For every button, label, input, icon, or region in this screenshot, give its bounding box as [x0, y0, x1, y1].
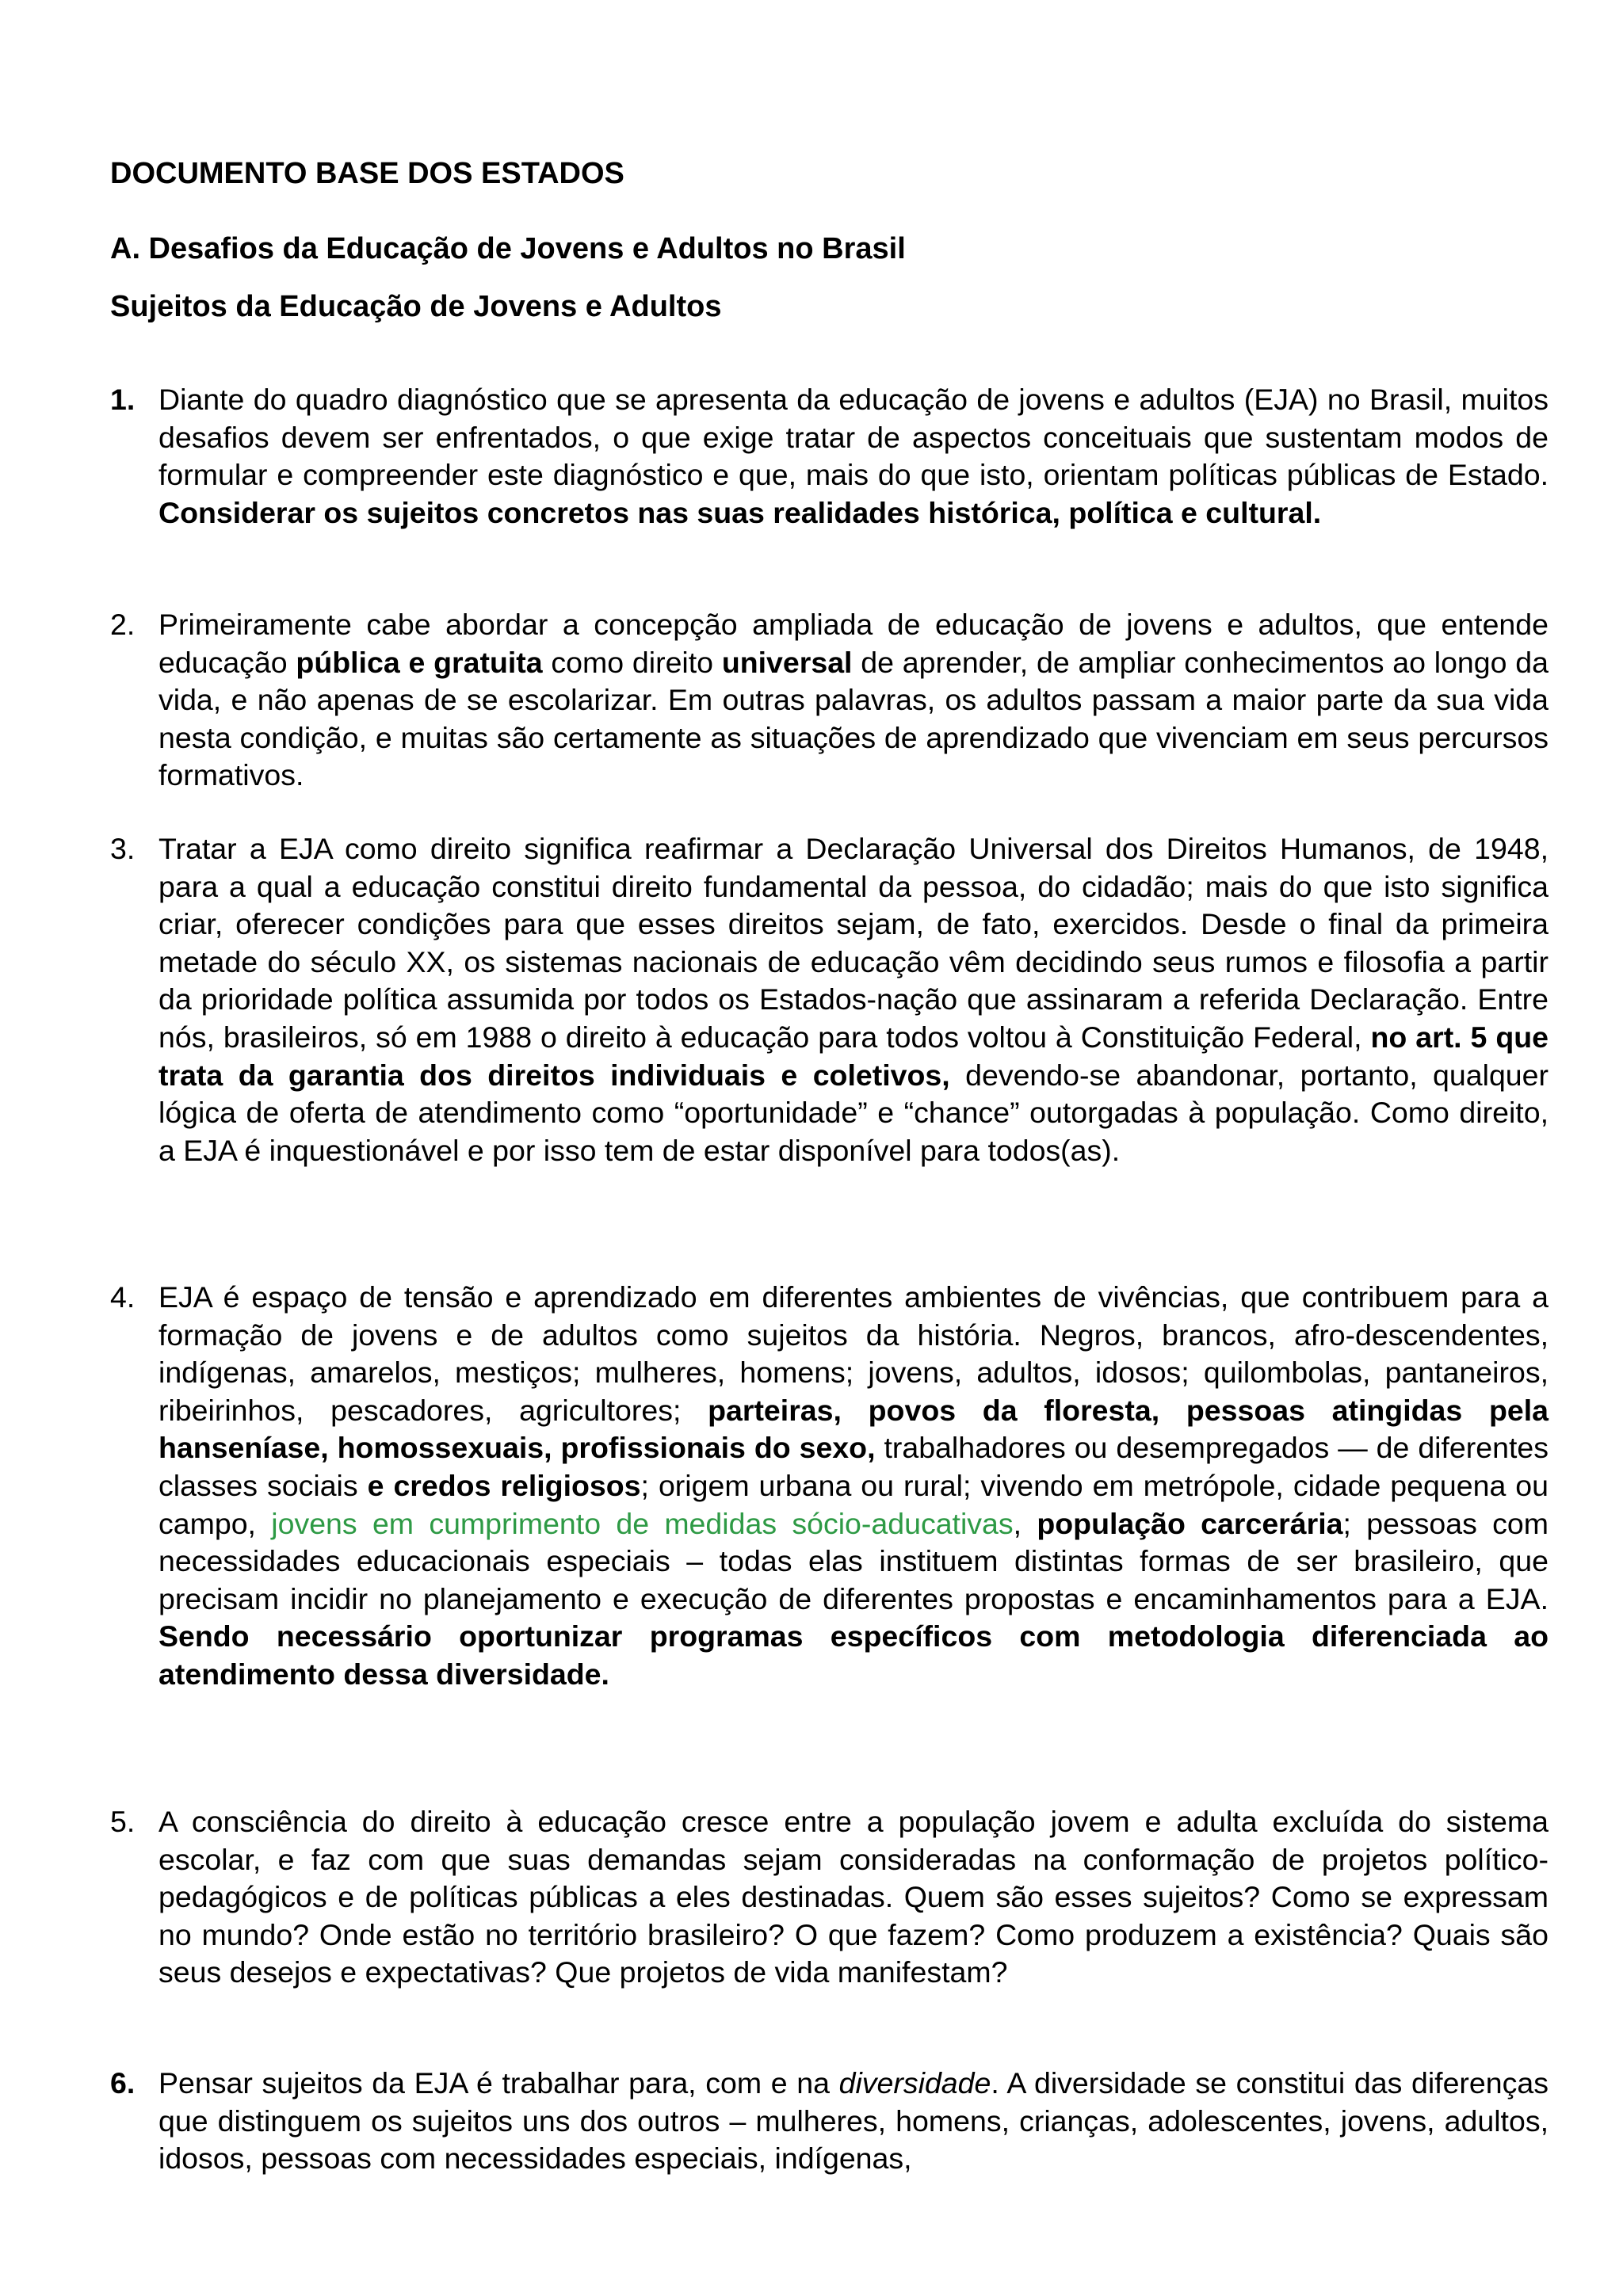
item-number: 6. — [110, 2066, 136, 2100]
subsection-title: Sujeitos da Educação de Jovens e Adultos — [110, 290, 722, 323]
item-number: 4. — [110, 1280, 136, 1314]
paragraph-text: Diante do quadro diagnóstico que se apresenta da educação de jovens e adultos (EJA) no Brasil, muitos desafios devem ser enfrentados, o que exige tratar de aspectos conceituais que sustentam modos de formular e compreender este diagnóstico e que, mais do que isto, orientam políticas públicas de Estado. Considerar os sujeitos concretos nas suas realidades histórica, política e cultural. — [158, 383, 1549, 529]
document-heading: DOCUMENTO BASE DOS ESTADOS — [110, 157, 624, 190]
item-number: 5. — [110, 1805, 136, 1838]
item-number: 1. — [110, 383, 136, 416]
item-number: 2. — [110, 608, 136, 641]
item-number: 3. — [110, 832, 136, 865]
paragraph-text: EJA é espaço de tensão e aprendizado em diferentes ambientes de vivências, que contribuem para a formação de jovens e de adultos como sujeitos da história. Negros, brancos, afro-descendentes, indígenas, amarelos, mestiços; mulheres, homens; jovens, adultos, idosos; quilombolas, pantaneiros, ribeirinhos, pescadores, agricultores; parteiras, povos da floresta, pessoas atingidas pela hanseníase, homossexuais, profissionais do sexo, trabalhadores ou desempregados — de diferentes classes sociais e credos religiosos; origem urbana ou rural; vivendo em metrópole, cidade pequena ou campo, jovens em cumprimento de medidas sócio-aducativas, população carcerária; pessoas com necessidades educacionais especiais – todas elas instituem distintas formas de ser brasileiro, que precisam incidir no planejamento e execução de diferentes propostas e encaminhamentos para a EJA. Sendo necessário oportunizar programas específicos com metodologia diferenciada ao atendimento dessa diversidade. — [158, 1280, 1549, 1691]
section-title: A. Desafios da Educação de Jovens e Adultos no Brasil — [110, 232, 906, 265]
paragraph-text: Pensar sujeitos da EJA é trabalhar para, com e na diversidade. A diversidade se constitui das diferenças que distinguem os sujeitos uns dos outros – mulheres, homens, crianças, adolescentes, jovens, adultos, idosos, pessoas com necessidades especiais, indígenas, — [158, 2066, 1549, 2176]
paragraph-text: Primeiramente cabe abordar a concepção ampliada de educação de jovens e adultos, que entende educação pública e gratuita como direito universal de aprender, de ampliar conhecimentos ao longo da vida, e não apenas de se escolarizar. Em outras palavras, os adultos passam a maior parte da sua vida nesta condição, e muitas são certamente as situações de aprendizado que vivenciam em seus percursos formativos. — [158, 608, 1549, 792]
paragraph-text: A consciência do direito à educação cresce entre a população jovem e adulta excluída do sistema escolar, e faz com que suas demandas sejam consideradas na conformação de projetos político-pedagógicos e de políticas públicas a eles destinadas. Quem são esses sujeitos? Como se expressam no mundo? Onde estão no território brasileiro? O que fazem? Como produzem a existência? Quais são seus desejos e expectativas? Que projetos de vida manifestam? — [158, 1805, 1549, 1989]
highlighted-text: jovens em cumprimento de medidas sócio-aducativas — [271, 1506, 1014, 1540]
paragraph-text: Tratar a EJA como direito significa reafirmar a Declaração Universal dos Direitos Humanos, de 1948, para a qual a educação constitui direito fundamental da pessoa, do cidadão; mais do que isto significa criar, oferecer condições para que esses direitos sejam, de fato, exercidos. Desde o final da primeira metade do século XX, os sistemas nacionais de educação vêm decidindo seus rumos e filosofia a partir da prioridade política assumida por todos os Estados-nação que assinaram a referida Declaração. Entre nós, brasileiros, só em 1988 o direito à educação para todos voltou à Constituição Federal, no art. 5 que trata da garantia dos direitos individuais e coletivos, devendo-se abandonar, portanto, qualquer lógica de oferta de atendimento como “oportunidade” e “chance” outorgadas à população. Como direito, a EJA é inquestionável e por isso tem de estar disponível para todos(as). — [158, 832, 1549, 1167]
